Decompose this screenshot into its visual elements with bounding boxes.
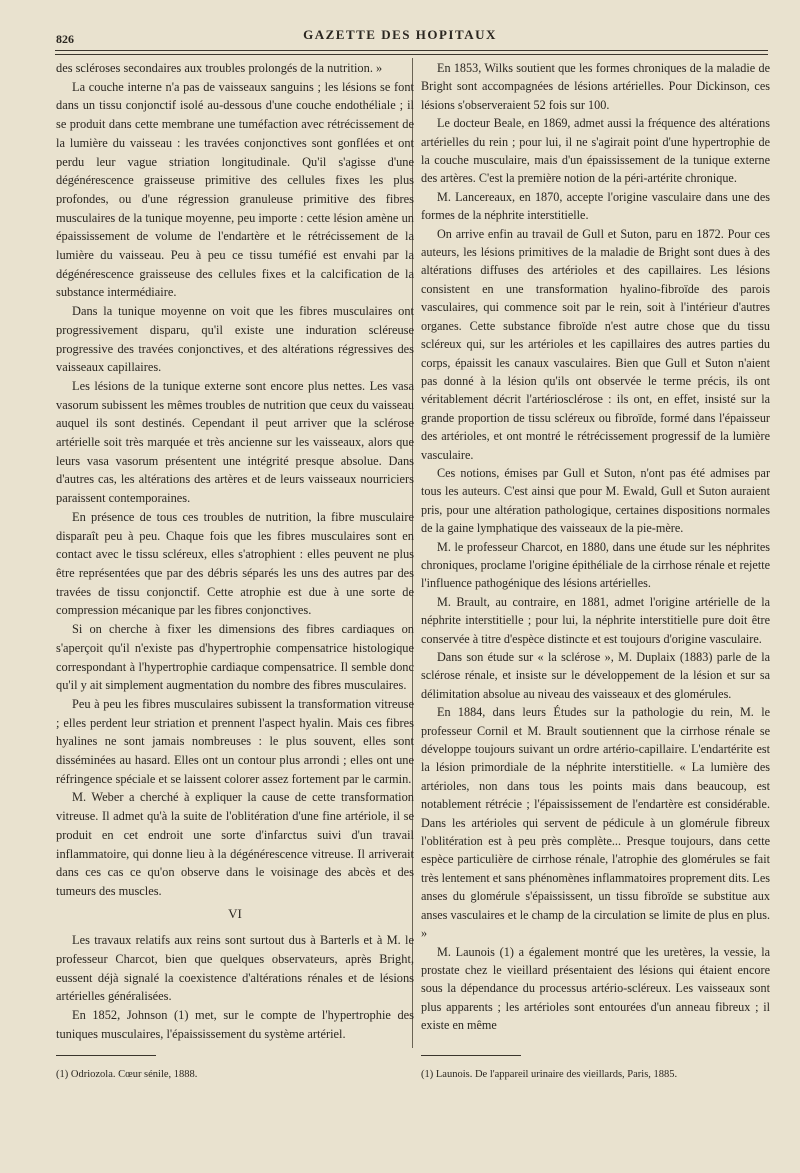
header-rule [55,50,768,51]
running-title: GAZETTE DES HOPITAUX [303,27,497,42]
paragraph: Les lésions de la tunique externe sont encore plus nettes. Les vasa vasorum subissent les mêmes troubles de nutrition que ceux du vaisseau auquel ils sont destinés. Cependant il peut arriver que la sclérose artérielle soit très marquée et très ancienne sur les vaisseaux, alors que leurs vasa vasorum présentent une intégrité presque absolue. Dans d'autres cas, les altérations des artères et de leurs vaisseaux nourriciers paraissent contemporaines. [56,378,414,506]
paragraph: Ces notions, émises par Gull et Suton, n'ont pas été admises par tous les auteurs. C'est ainsi que pour M. Ewald, Gull et Suton auraient pris, pour une altération pathologique, certaines dispositions normales de la gaine lymphatique des vaisseaux de la pie-mère. [421,465,770,536]
paragraph: En présence de tous ces troubles de nutrition, la fibre musculaire disparaît peu à peu. Chaque fois que les fibres musculaires sont en contact avec le tissu scléreux, elles s'atrophient : elles peuvent ne plus être représentées que par des débris séparés les uns des autres par des travées de tissu conjonctif. Cette atrophie est due à une sorte de compression mécanique par les fibres conjonctives. [56,509,414,618]
paragraph: Le docteur Beale, en 1869, admet aussi la fréquence des altérations artérielles du rein ; pour lui, il ne s'agirait point d'une hypertrophie de la couche musculaire, mais d'un épaississement de la tunique externe des artères. C'est la première notion de la péri-artérite chronique. [421,116,770,186]
paragraph: Peu à peu les fibres musculaires subissent la transformation vitreuse ; elles perdent leur striation et prennent l'aspect hyalin. Mais ces fibres hyalines ne sont jamais nombreuses : le plus souvent, elles sont disséminées au hasard. Elles ont un contour plus arrondi ; elles ont une réfringence spéciale et se laissent colorer assez fortement par le carmin. [56,696,414,786]
paragraph: En 1852, Johnson (1) met, sur le compte de l'hypertrophie des tuniques musculaires, l'épaississement du système artériel. [56,1008,414,1041]
footnote-rule-right [421,1055,521,1056]
page-number: 826 [56,32,74,46]
paragraph: M. Weber a cherché à expliquer la cause de cette transformation vitreuse. Il admet qu'à la suite de l'oblitération d'une fine artériole, il se produit en cet endroit une sorte d'infarctus suivi d'un travail inflammatoire, qui donne lieu à la dégénérescence vitreuse. Il arriverait dans ces cas ce qu'on observe dans le voisinage des abcès et des tumeurs des muscles. [56,790,414,898]
header-rule-thin [55,54,768,55]
paragraph: M. le professeur Charcot, en 1880, dans une étude sur les néphrites chroniques, proclame l'origine épithéliale de la cirrhose rénale et rejette l'influence pathogénique des lésions artérielles. [421,539,770,591]
paragraph: On arrive enfin au travail de Gull et Suton, paru en 1872. Pour ces auteurs, les lésions primitives de la maladie de Bright sont dues à des altérations diffuses des artérioles et des capillaires. Les lésions consistent en une transformation hyalino-fibroïde des parois vasculaires, qui commence soit par le rein, soit à l'intérieur d'autres organes. Cette substance fibroïde n'est autre chose que du tissu scléreux qui, sur les artérioles et les capillaires des autres parties du corps, épaissit les canaux vasculaires. Bien que Gull et Suton n'aient pas donné à la lésion qu'ils ont observée le terme précis, ils ont véritablement décrit l'artériosclérose : ils ont, en effet, insisté sur la grande proportion de tissu scléreux ou fibroïde, formé dans l'épaisseur des artérioles, et ont montré le rétrécissement progressif de la lumière vasculaire. [421,226,770,462]
left-column [56,59,414,1044]
right-column [421,59,770,1035]
paragraph: des scléroses secondaires aux troubles prolongés de la nutrition. » [56,61,383,75]
section-heading: VI [228,905,242,921]
paragraph: Les travaux relatifs aux reins sont surtout dus à Barterls et à M. le professeur Charcot, bien que quelques observateurs, après Bright, eussent déjà signalé la coexistence d'altérations rénales et de lésions artérielles généralisées. [56,933,414,1004]
paragraph: Dans son étude sur « la sclérose », M. Duplaix (1883) parle de la sclérose rénale, et insiste sur le développement de la lésion et sur sa délimitation absolue au niveau des vaisseaux et des glomérules. [421,650,770,701]
paragraph: M. Launois (1) a également montré que les uretères, la vessie, la prostate chez le vieillard présentaient des lésions qui étaient encore sous la dépendance du processus artério-scléreux. Les vaisseaux sont plus apparents ; les artérioles sont entourées d'un anneau fibreux ; il existe en même [421,944,770,1033]
paragraph: M. Lancereaux, en 1870, accepte l'origine vasculaire dans une des formes de la néphrite interstitielle. [421,189,770,223]
paragraph: En 1884, dans leurs Études sur la pathologie du rein, M. le professeur Cornil et M. Brault soutiennent que la cirrhose rénale se développe toujours suivant un ordre artério-capillaire. L'endartérite est la lésion primordiale de la néphrite interstitielle. « La lumière des artérioles, non dans tous les points mais dans beaucoup, est notablement rétrécie ; l'épaississement de l'endartère est considérable. Dans les artérioles qui servent de pédicule à un glomérule fibreux l'oblitération est à peu près complète... Presque toujours, dans cette espèce particulière de cirrhose rénale, l'atrophie des glomérules se fait très lentement et sans phénomènes inflammatoires proprement dits. Les anses du glomérule s'épaississent, un tissu fibroïde se substitue aux anses vasculaires et le champ de la circulation se limite de plus en plus. » [421,705,770,941]
footnote-left: (1) Odriozola. Cœur sénile, 1888. [56,1069,198,1080]
paragraph: Si on cherche à fixer les dimensions des fibres cardiaques on s'aperçoit qu'il n'existe pas d'hypertrophie compensatrice histologique correspondant à l'hypertrophie cardiaque compensatrice. Il semble donc qu'il y ait simplement augmentation du nombre des fibres musculaires. [56,622,414,693]
paragraph: La couche interne n'a pas de vaisseaux sanguins ; les lésions se font dans un tissu conjonctif isolé au-dessous d'une couche endothéliale ; il se produit dans cette membrane une tuméfaction avec rétrécissement de la lumière du vaisseau : les travées conjonctives sont gonflées et ont perdu leur vague striation longitudinale. Qu'il s'agisse d'une dégénérescence graisseuse primitive des cellules fixes les plus profondes, ou d'une régression granuleuse primitive des fibres musculaires de la tunique moyenne, peu importe : cette lésion amène un épaississement de volume de l'endartère et le rétrécissement de la lumière du vaisseau. Peu à peu ce tissu tuméfié est envahi par la dégénérescence graisseuse des cellules fixes et la calcification de la substance intermédiaire. [56,79,414,300]
paragraph: Dans la tunique moyenne on voit que les fibres musculaires ont progressivement disparu, qu'il existe une induration scléreuse progressive des travées conjonctives, et des altérations régressives des vaisseaux capillaires. [56,304,414,375]
footnote-rule-left [56,1055,156,1056]
paragraph: En 1853, Wilks soutient que les formes chroniques de la maladie de Bright sont accompagnées de lésions artérielles. Pour Dickinson, ces lésions s'observeraient 52 fois sur 100. [421,61,770,112]
paragraph: M. Brault, au contraire, en 1881, admet l'origine artérielle de la néphrite interstitielle ; pour lui, la néphrite interstitielle pure doit être conservée à titre d'espèce distincte et est toujours d'origine vasculaire. [421,594,770,646]
footnote-right: (1) Launois. De l'appareil urinaire des vieillards, Paris, 1885. [421,1069,678,1080]
